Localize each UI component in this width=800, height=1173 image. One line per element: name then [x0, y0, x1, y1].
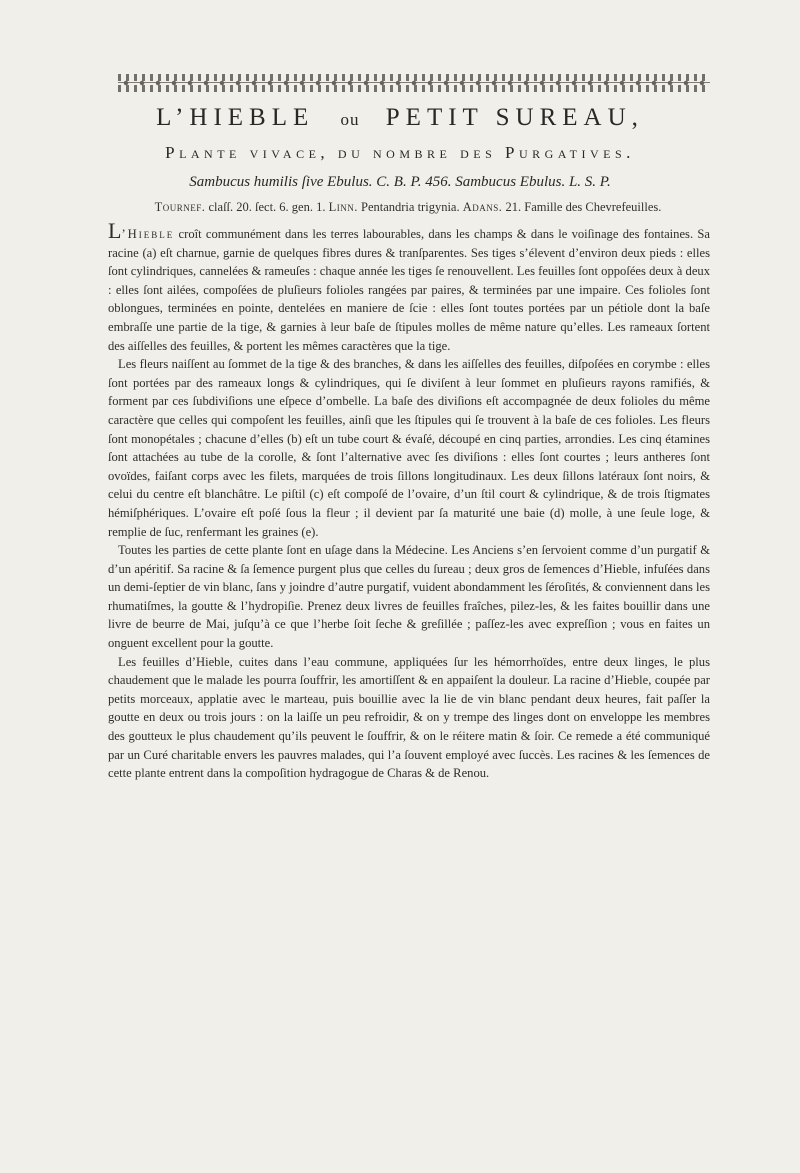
- paragraph-1: [108, 218, 710, 355]
- body-text: [108, 218, 711, 783]
- title-ou: ou: [340, 110, 360, 129]
- paragraph-2: Les fleurs naiſſent au ſommet de la tige & des branches, & dans les aiſſelles des feuilles, diſpoſées en corymbe : elles ſont portées par des rameaux longs & cylindriques, qui ſe diviſent à leur ſommet en pluſieurs rayons ramifiés, & forment par ces ſubdiviſions une eſpece d’ombelle. La baſe des diviſions eſt accompagnée de deux folioles du même caractère que celles qui compoſent les feuilles, ainſi que les ſtipules qui ſe trouvent à la baſe de ces folioles. Les fleurs ſont monopétales ; chacune d’elles (b) eſt un tube court & évaſé, découpé en cinq parties, arrondies. Les cinq étamines ſont attachées au tube de la corolle, & ſont l’alternative avec ſes diviſions : elles ſont courtes ; leurs antheres ſont ovoïdes, faiſant corps avec les filets, marquées de trois ſillons longitudinaux. Les deux ſillons latéraux ſont noirs, & celui du centre eſt blanchâtre. Le piſtil (c) eſt compoſé de l’ovaire, d’un ſtil court & cylindrique, & de trois ſtigmates hémiſphériques. L’ovaire eſt poſé ſous la fleur ; il devient par ſa maturité une baie (d) molle, à une ſeule loge, & remplie de ſuc, renfermant les graines (e).: [108, 357, 710, 539]
- paragraph-4: Les feuilles d’Hieble, cuites dans l’eau commune, appliquées ſur les hémorrhoïdes, entre deux linges, le plus chaudement que le malade les pourra ſouffrir, les amortiſſent & en appaiſent la douleur. La racine d’Hieble, coupée par petits morceaux, applatie avec le marteau, puis bouillie avec la lie de vin blanc pendant deux heures, fait paſſer la goutte en deux ou trois jours : on la laiſſe un peu refroidir, & on y trempe des linges dont on enveloppe les membres des goutteux le plus chaudement qu’ils peuvent le ſouffrir, & on le réitere matin & ſoir. Ce remede a été communiqué par un Curé charitable envers les pauvres malades, qui l’a ſouvent employé avec ſuccès. Les racines & les ſemences de cette plante entrent dans la compoſition hydragogue de Charas & de Renou.: [108, 654, 710, 781]
- title-part2: PETIT SUREAU,: [385, 104, 644, 131]
- page-title: [0, 104, 800, 132]
- subtitle: Plante vivace, du nombre des Purgatives.: [165, 143, 635, 162]
- ref-adans: Adans.: [462, 200, 503, 214]
- ref-adans-detail: 21. Famille des Chevrefeuilles.: [505, 200, 662, 214]
- ref-tournef-detail: claſſ. 20. ſect. 6. gen. 1.: [208, 200, 326, 214]
- title-part1: L’HIEBLE: [156, 104, 315, 131]
- ref-linn: Linn.: [328, 200, 358, 214]
- drop-cap-word: ’Hieble: [121, 227, 175, 241]
- decorative-border-ornament: [118, 72, 710, 94]
- ref-tournef: Tournef.: [154, 200, 206, 214]
- paragraph-1-text: croît communément dans les terres labourables, dans les champs & dans le voiſinage des fontaines. Sa racine (a) eſt charnue, garnie de quelques fibres dures & tranſparentes. Ses tiges s’élevent d’environ deux pieds : elles ſont cylindriques, cannelées & rameuſes : chaque année les tiges ſe renouvellent. Les feuilles ſont oppoſées deux à deux : elles ſont ailées, compoſées de pluſieurs folioles rangées par paires, & terminées par une impaire. Ces folioles ſont oblongues, terminées en pointe, dentelées en maniere de ſcie : elles ſont toutes portées par un pétiole dont la baſe embraſſe une partie de la tige, & garnies à leur baſe de ſtipules molles de même nature qu’elles. Les rameaux ſortent des aiſſelles des feuilles, & portent les mêmes caractères que la tige.: [108, 227, 710, 353]
- classification-reference: [108, 200, 708, 215]
- drop-cap: L: [108, 218, 122, 243]
- latin-names: Sambucus humilis ſive Ebulus. C. B. P. 456. Sambucus Ebulus. L. S. P.: [189, 174, 611, 190]
- paragraph-3: Toutes les parties de cette plante ſont en uſage dans la Médecine. Les Anciens s’en ſervoient comme d’un purgatif & d’un apéritif. Sa racine & ſa ſemence purgent plus que celles du ſureau ; deux gros de ſemences d’Hieble, infuſées dans un demi-ſeptier de vin blanc, ſans y joindre d’autre purgatif, vuident abondamment les ſéroſités, & conviennent dans les rhumatiſmes, la goutte & l’hydropiſie. Prenez deux livres de feuilles fraîches, pilez-les, & les faites bouillir dans une livre de beurre de Mai, juſqu’à ce que l’herbe ſoit ſeche & greſillée ; paſſez-les avec expreſſion ; vous en faites un onguent excellent pour la goutte.: [108, 543, 711, 651]
- ref-linn-detail: Pentandria trigynia.: [361, 200, 460, 214]
